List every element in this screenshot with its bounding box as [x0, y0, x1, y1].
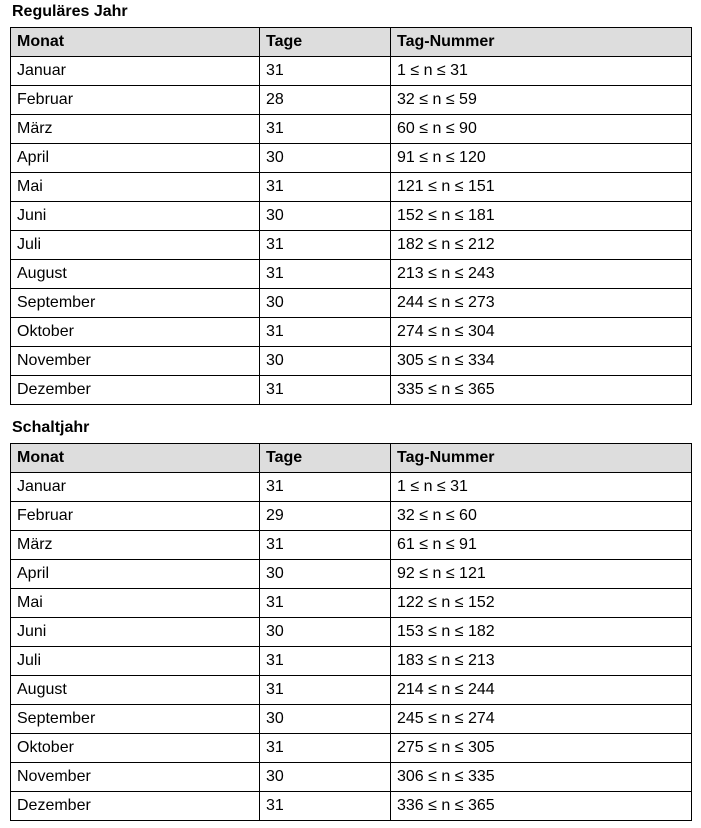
table-row	[11, 57, 692, 86]
day-number-cell: 32 ≤ n ≤ 59	[391, 86, 692, 115]
column-header-days: Tage	[260, 444, 391, 473]
month-cell: Februar	[11, 86, 260, 115]
days-cell: 31	[260, 647, 391, 676]
table-row	[11, 618, 692, 647]
month-cell: September	[11, 705, 260, 734]
days-cell: 30	[260, 560, 391, 589]
table-row	[11, 502, 692, 531]
day-number-cell: 182 ≤ n ≤ 212	[391, 231, 692, 260]
day-number-cell: 245 ≤ n ≤ 274	[391, 705, 692, 734]
table-row	[11, 763, 692, 792]
table-row	[11, 705, 692, 734]
table-row	[11, 231, 692, 260]
day-number-cell: 306 ≤ n ≤ 335	[391, 763, 692, 792]
table-row	[11, 647, 692, 676]
table-row	[11, 86, 692, 115]
days-cell: 28	[260, 86, 391, 115]
day-number-cell: 121 ≤ n ≤ 151	[391, 173, 692, 202]
month-cell: März	[11, 115, 260, 144]
day-number-cell: 1 ≤ n ≤ 31	[391, 473, 692, 502]
day-number-cell: 244 ≤ n ≤ 273	[391, 289, 692, 318]
regular-year-title: Reguläres Jahr	[12, 3, 128, 20]
days-cell: 30	[260, 144, 391, 173]
table-row	[11, 318, 692, 347]
days-cell: 30	[260, 202, 391, 231]
table-row	[11, 115, 692, 144]
table-row	[11, 792, 692, 821]
table-row	[11, 173, 692, 202]
table-row	[11, 260, 692, 289]
month-cell: Januar	[11, 473, 260, 502]
days-cell: 29	[260, 502, 391, 531]
table-row	[11, 589, 692, 618]
month-cell: November	[11, 347, 260, 376]
leap-year-table	[10, 443, 692, 821]
table-row	[11, 531, 692, 560]
table-row	[11, 202, 692, 231]
month-cell: Oktober	[11, 318, 260, 347]
table-row	[11, 376, 692, 405]
days-cell: 30	[260, 705, 391, 734]
column-header-days: Tage	[260, 28, 391, 57]
month-cell: April	[11, 144, 260, 173]
month-cell: November	[11, 763, 260, 792]
day-number-cell: 152 ≤ n ≤ 181	[391, 202, 692, 231]
days-cell: 31	[260, 318, 391, 347]
day-number-cell: 1 ≤ n ≤ 31	[391, 57, 692, 86]
month-cell: Oktober	[11, 734, 260, 763]
day-number-cell: 32 ≤ n ≤ 60	[391, 502, 692, 531]
month-cell: Februar	[11, 502, 260, 531]
column-header-month: Monat	[11, 28, 260, 57]
table-row	[11, 734, 692, 763]
column-header-day-number: Tag-Nummer	[391, 28, 692, 57]
table-header-row	[11, 28, 692, 57]
days-cell: 30	[260, 618, 391, 647]
days-cell: 31	[260, 531, 391, 560]
days-cell: 31	[260, 260, 391, 289]
day-number-cell: 91 ≤ n ≤ 120	[391, 144, 692, 173]
days-cell: 31	[260, 589, 391, 618]
table-row	[11, 144, 692, 173]
days-cell: 31	[260, 792, 391, 821]
day-number-cell: 183 ≤ n ≤ 213	[391, 647, 692, 676]
table-row	[11, 347, 692, 376]
month-cell: Juni	[11, 202, 260, 231]
day-number-cell: 336 ≤ n ≤ 365	[391, 792, 692, 821]
days-cell: 30	[260, 347, 391, 376]
month-cell: Dezember	[11, 376, 260, 405]
days-cell: 31	[260, 57, 391, 86]
days-cell: 30	[260, 763, 391, 792]
table-header-row	[11, 444, 692, 473]
month-cell: Dezember	[11, 792, 260, 821]
column-header-month: Monat	[11, 444, 260, 473]
days-cell: 31	[260, 115, 391, 144]
table-row	[11, 676, 692, 705]
day-number-cell: 61 ≤ n ≤ 91	[391, 531, 692, 560]
month-cell: März	[11, 531, 260, 560]
days-cell: 31	[260, 173, 391, 202]
day-number-cell: 274 ≤ n ≤ 304	[391, 318, 692, 347]
table-row	[11, 289, 692, 318]
month-cell: Juli	[11, 231, 260, 260]
month-cell: September	[11, 289, 260, 318]
day-number-cell: 213 ≤ n ≤ 243	[391, 260, 692, 289]
day-number-cell: 153 ≤ n ≤ 182	[391, 618, 692, 647]
leap-year-title: Schaltjahr	[12, 419, 90, 436]
day-number-cell: 335 ≤ n ≤ 365	[391, 376, 692, 405]
day-number-cell: 60 ≤ n ≤ 90	[391, 115, 692, 144]
day-number-cell: 305 ≤ n ≤ 334	[391, 347, 692, 376]
month-cell: August	[11, 260, 260, 289]
column-header-day-number: Tag-Nummer	[391, 444, 692, 473]
month-cell: Mai	[11, 173, 260, 202]
day-number-cell: 275 ≤ n ≤ 305	[391, 734, 692, 763]
days-cell: 31	[260, 473, 391, 502]
day-number-cell: 92 ≤ n ≤ 121	[391, 560, 692, 589]
day-number-cell: 122 ≤ n ≤ 152	[391, 589, 692, 618]
month-cell: Juli	[11, 647, 260, 676]
month-cell: April	[11, 560, 260, 589]
table-row	[11, 560, 692, 589]
days-cell: 31	[260, 676, 391, 705]
days-cell: 31	[260, 231, 391, 260]
regular-year-table	[10, 27, 692, 405]
days-cell: 31	[260, 734, 391, 763]
month-cell: Juni	[11, 618, 260, 647]
month-cell: Mai	[11, 589, 260, 618]
table-row	[11, 473, 692, 502]
day-number-cell: 214 ≤ n ≤ 244	[391, 676, 692, 705]
days-cell: 31	[260, 376, 391, 405]
days-cell: 30	[260, 289, 391, 318]
month-cell: August	[11, 676, 260, 705]
month-cell: Januar	[11, 57, 260, 86]
